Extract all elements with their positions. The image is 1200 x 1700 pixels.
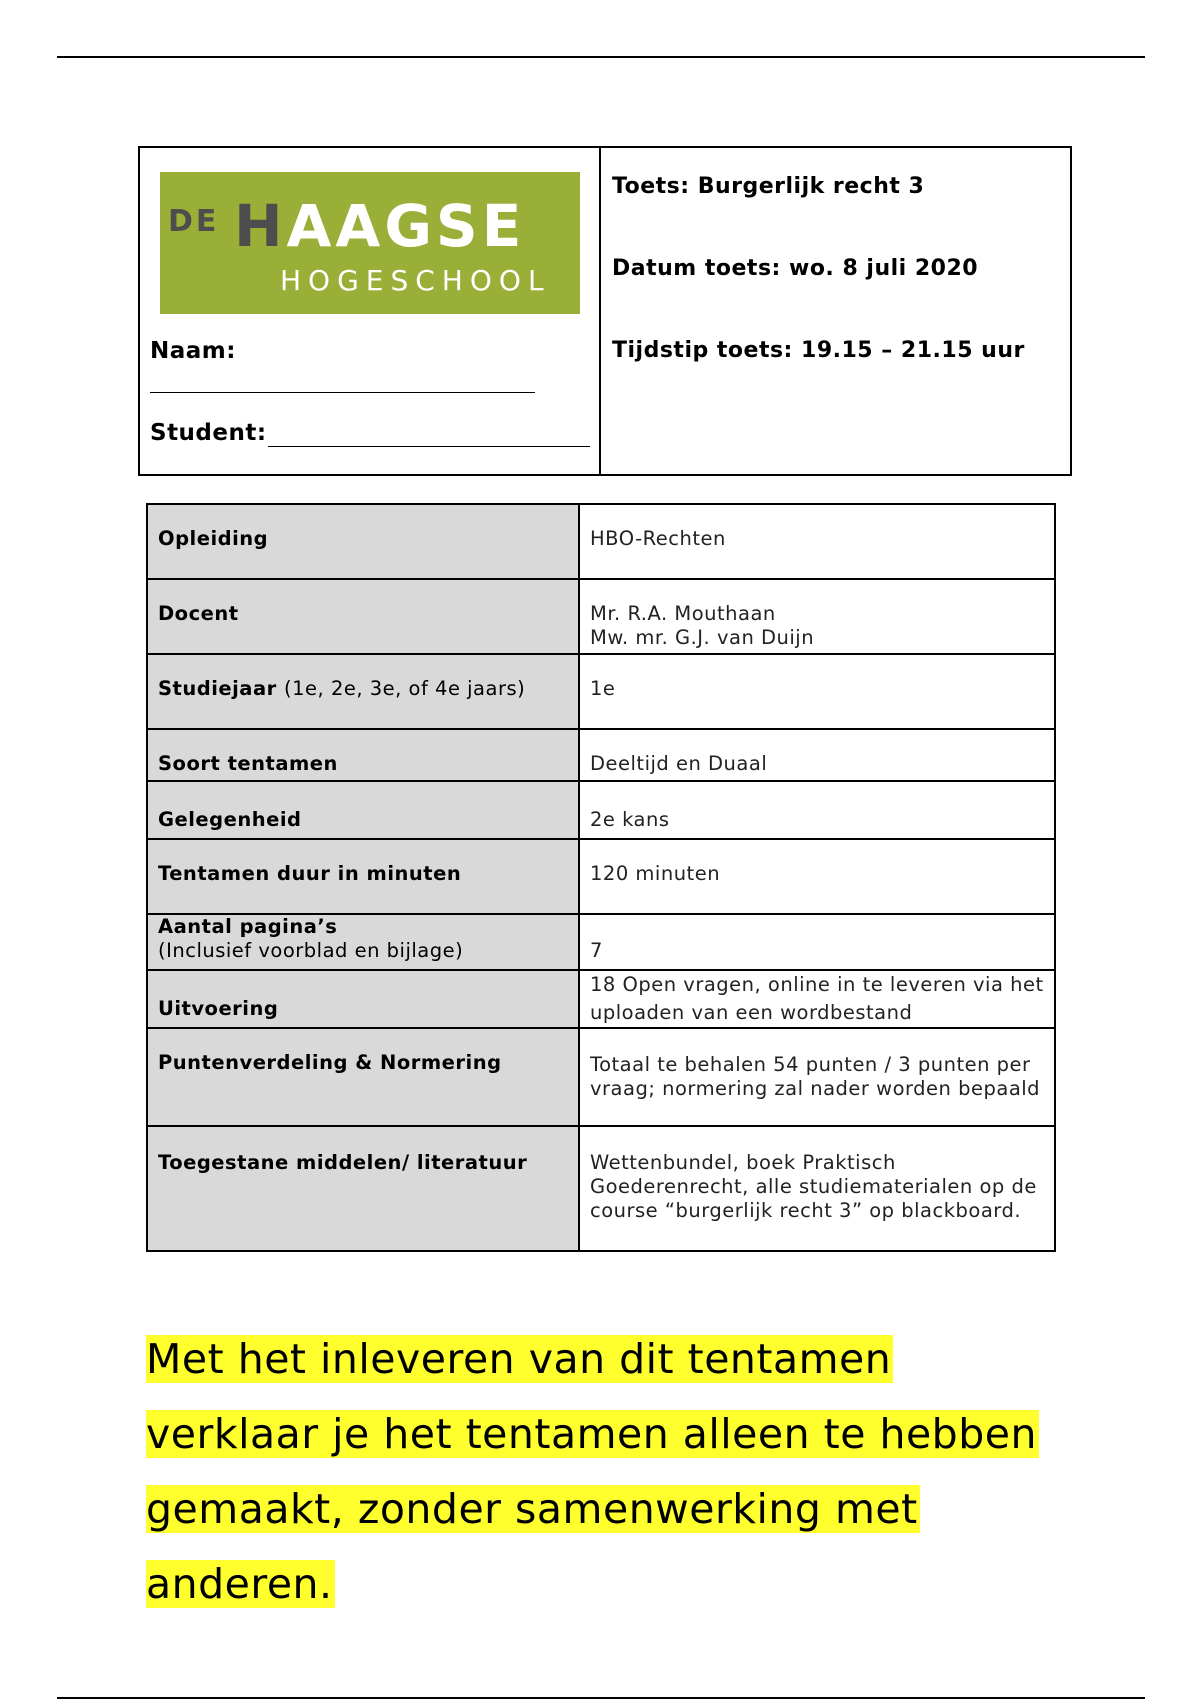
row-value: 18 Open vragen, online in te leveren via het uploaden van een wordbestand <box>579 970 1055 1028</box>
row-value: 2e kans <box>579 781 1055 839</box>
row-value: Deeltijd en Duaal <box>579 729 1055 781</box>
row-key: Tentamen duur in minuten <box>147 839 579 914</box>
top-rule <box>57 56 1145 58</box>
row-value: Wettenbundel, boek Praktisch Goederenrecht, alle studiematerialen op de course “burgerlijk recht 3” op blackboard. <box>579 1126 1055 1251</box>
student-field-line[interactable] <box>268 446 590 447</box>
row-key: Docent <box>147 579 579 654</box>
row-key: Aantal pagina’s (Inclusief voorblad en bijlage) <box>147 914 579 970</box>
logo-haagse: HAAGSE <box>234 192 526 260</box>
row-key: Gelegenheid <box>147 781 579 839</box>
exam-date: Datum toets: wo. 8 juli 2020 <box>612 256 979 281</box>
table-row <box>147 504 1055 579</box>
table-row <box>147 1028 1055 1126</box>
naam-label: Naam: <box>150 338 236 364</box>
row-key: Uitvoering <box>147 970 579 1028</box>
row-key: Puntenverdeling & Normering <box>147 1028 579 1126</box>
exam-info-table <box>146 503 1056 1252</box>
table-row <box>147 970 1055 1028</box>
row-value: Totaal te behalen 54 punten / 3 punten per vraag; normering zal nader worden bepaald <box>579 1028 1055 1126</box>
table-row <box>147 729 1055 781</box>
table-row <box>147 1126 1055 1251</box>
exam-meta-panel <box>601 148 1070 474</box>
row-value: 1e <box>579 654 1055 729</box>
table-row <box>147 654 1055 729</box>
table-row <box>147 839 1055 914</box>
student-info-panel <box>140 148 601 474</box>
logo-hogeschool: HOGESCHOOL <box>280 264 551 297</box>
row-value: 120 minuten <box>579 839 1055 914</box>
row-value: HBO-Rechten <box>579 504 1055 579</box>
integrity-statement: Met het inleveren van dit tentamen verklaar je het tentamen alleen te hebben gemaakt, zonder samenwerking met anderen. <box>146 1335 1037 1608</box>
exam-title: Toets: Burgerlijk recht 3 <box>612 174 925 199</box>
row-key: Toegestane middelen/ literatuur <box>147 1126 579 1251</box>
exam-time: Tijdstip toets: 19.15 – 21.15 uur <box>612 338 1025 363</box>
naam-field-line[interactable] <box>150 392 535 393</box>
school-logo <box>160 172 580 314</box>
table-row <box>147 579 1055 654</box>
row-key: Studiejaar (1e, 2e, 3e, of 4e jaars) <box>147 654 579 729</box>
row-value: 7 <box>579 914 1055 970</box>
table-row <box>147 781 1055 839</box>
row-value: Mr. R.A. Mouthaan Mw. mr. G.J. van Duijn <box>579 579 1055 654</box>
student-label: Student: <box>150 420 267 446</box>
row-key: Soort tentamen <box>147 729 579 781</box>
bottom-rule <box>57 1697 1145 1699</box>
logo-de: DE <box>168 204 220 239</box>
row-key: Opleiding <box>147 504 579 579</box>
exam-header <box>138 146 1072 476</box>
table-row <box>147 914 1055 970</box>
